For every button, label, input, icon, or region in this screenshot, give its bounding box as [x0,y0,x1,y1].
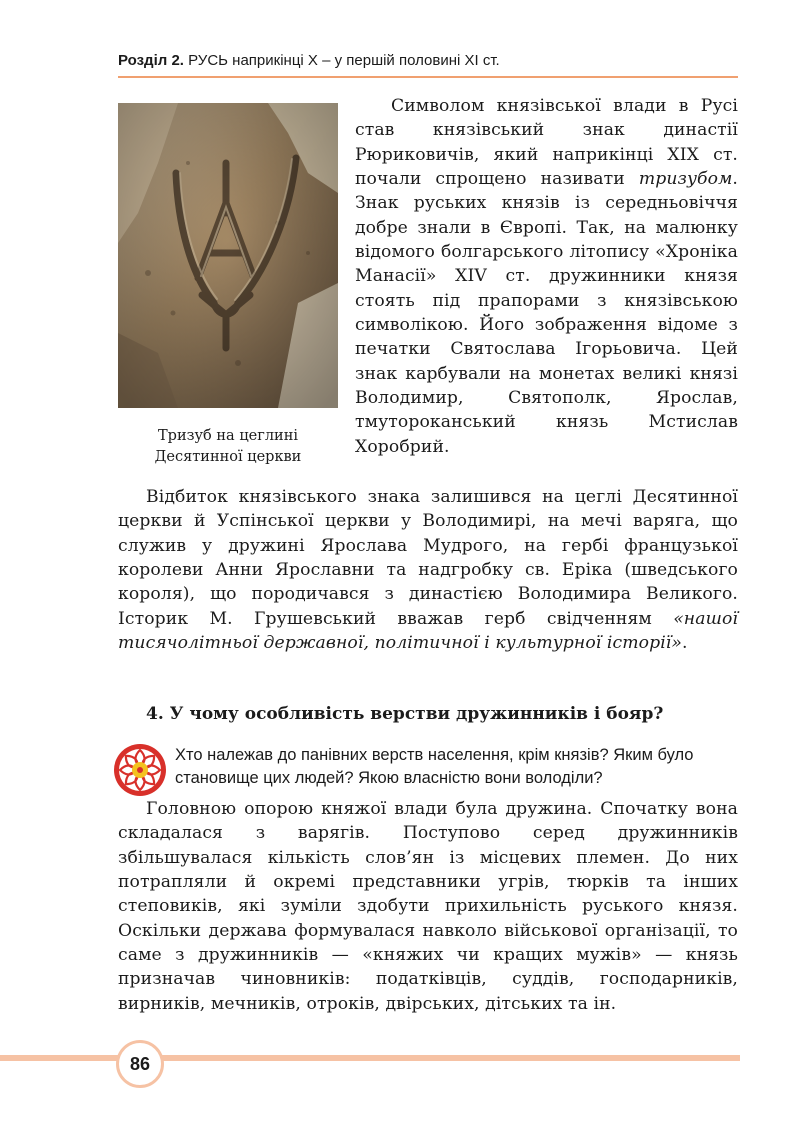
running-header [118,52,738,69]
paragraph-1-text-b: . Знак руських князів із середньовіччя добре знали в Європі. Так, на малюнку відомого болгарського літопису «Хроніка Манасії» XIV ст. дружинники князя стоять під прапорами з князівською символікою. Його зображення відоме з печатки Святослава Ігорьовича. Цей знак карбували на монетах великі князі Володимир, Святополк, Ярослав, тмутороканський князь Мстислав Хоробрий. [355,169,738,457]
trident-brick-image [118,103,338,408]
caption-line-2: Десятинної церкви [154,449,302,465]
page-number [116,1040,164,1088]
trident-brick-photo [118,103,338,408]
section-title: РУСЬ наприкінці X – у першій половині XI ст. [183,52,500,69]
footer-band [0,1055,740,1061]
paragraph-2-text-b: . [682,633,688,654]
paragraph-trident-imprints [118,485,738,655]
caption-line-1: Тризуб на цеглині [158,428,298,444]
paragraph-1-italic-term: тризубом [638,169,733,190]
paragraph-2-text-a: Відбиток князівського знака залишився на цеглі Десятинної церкви й Успінської церкви у Володимирі, на мечі варяга, що служив у дружині Ярослава Мудрого, на гербі французької королеви Анни Ярославни та надгробку св. Еріка (шведського короля), що породичався з династією Володимира Великого. Історик М. Грушевський вважав герб свідченням [118,487,738,629]
figure-caption [118,426,338,468]
paragraph-2-italic-quote: «нашої тисячолітньої державної, політичної і культурної історії» [118,608,738,654]
review-question: Хто належав до панівних верств населення, крім князів? Яким було становище цих людей? Якою власністю вони володіли? [175,746,694,787]
paragraph-1-text-a: Символом князівської влади в Русі став князівський знак династії Рюриковичів, який наприкінці XIX ст. почали спрощено називати [355,96,738,190]
ornament-rosette-icon [112,742,168,798]
paragraph-trident-symbol [355,94,738,459]
page-number-text: 86 [129,1053,151,1074]
section-heading: 4. У чому особливість верстви дружинників і бояр? [146,704,664,724]
paragraph-druzhyna: Головною опорою княжої влади була дружина. Спочатку вона складалася з варягів. Поступово серед дружинників збільшувалася кількість слов’ян із місцевих племен. До них потрапляли й окремі представники угрів, тюрків та інших степовиків, які зуміли здобути прихильність руського князя. Оскільки держава формувалася навколо військової організації, то саме з дружинників — «княжих чи кращих мужів» — князь призначав чиновників: податківців, суддів, господарників, вирників, мечників, отроків, двірських, дітських та ін. [118,799,738,1014]
header-rule [118,76,738,78]
section-label: Розділ 2. [118,52,184,69]
